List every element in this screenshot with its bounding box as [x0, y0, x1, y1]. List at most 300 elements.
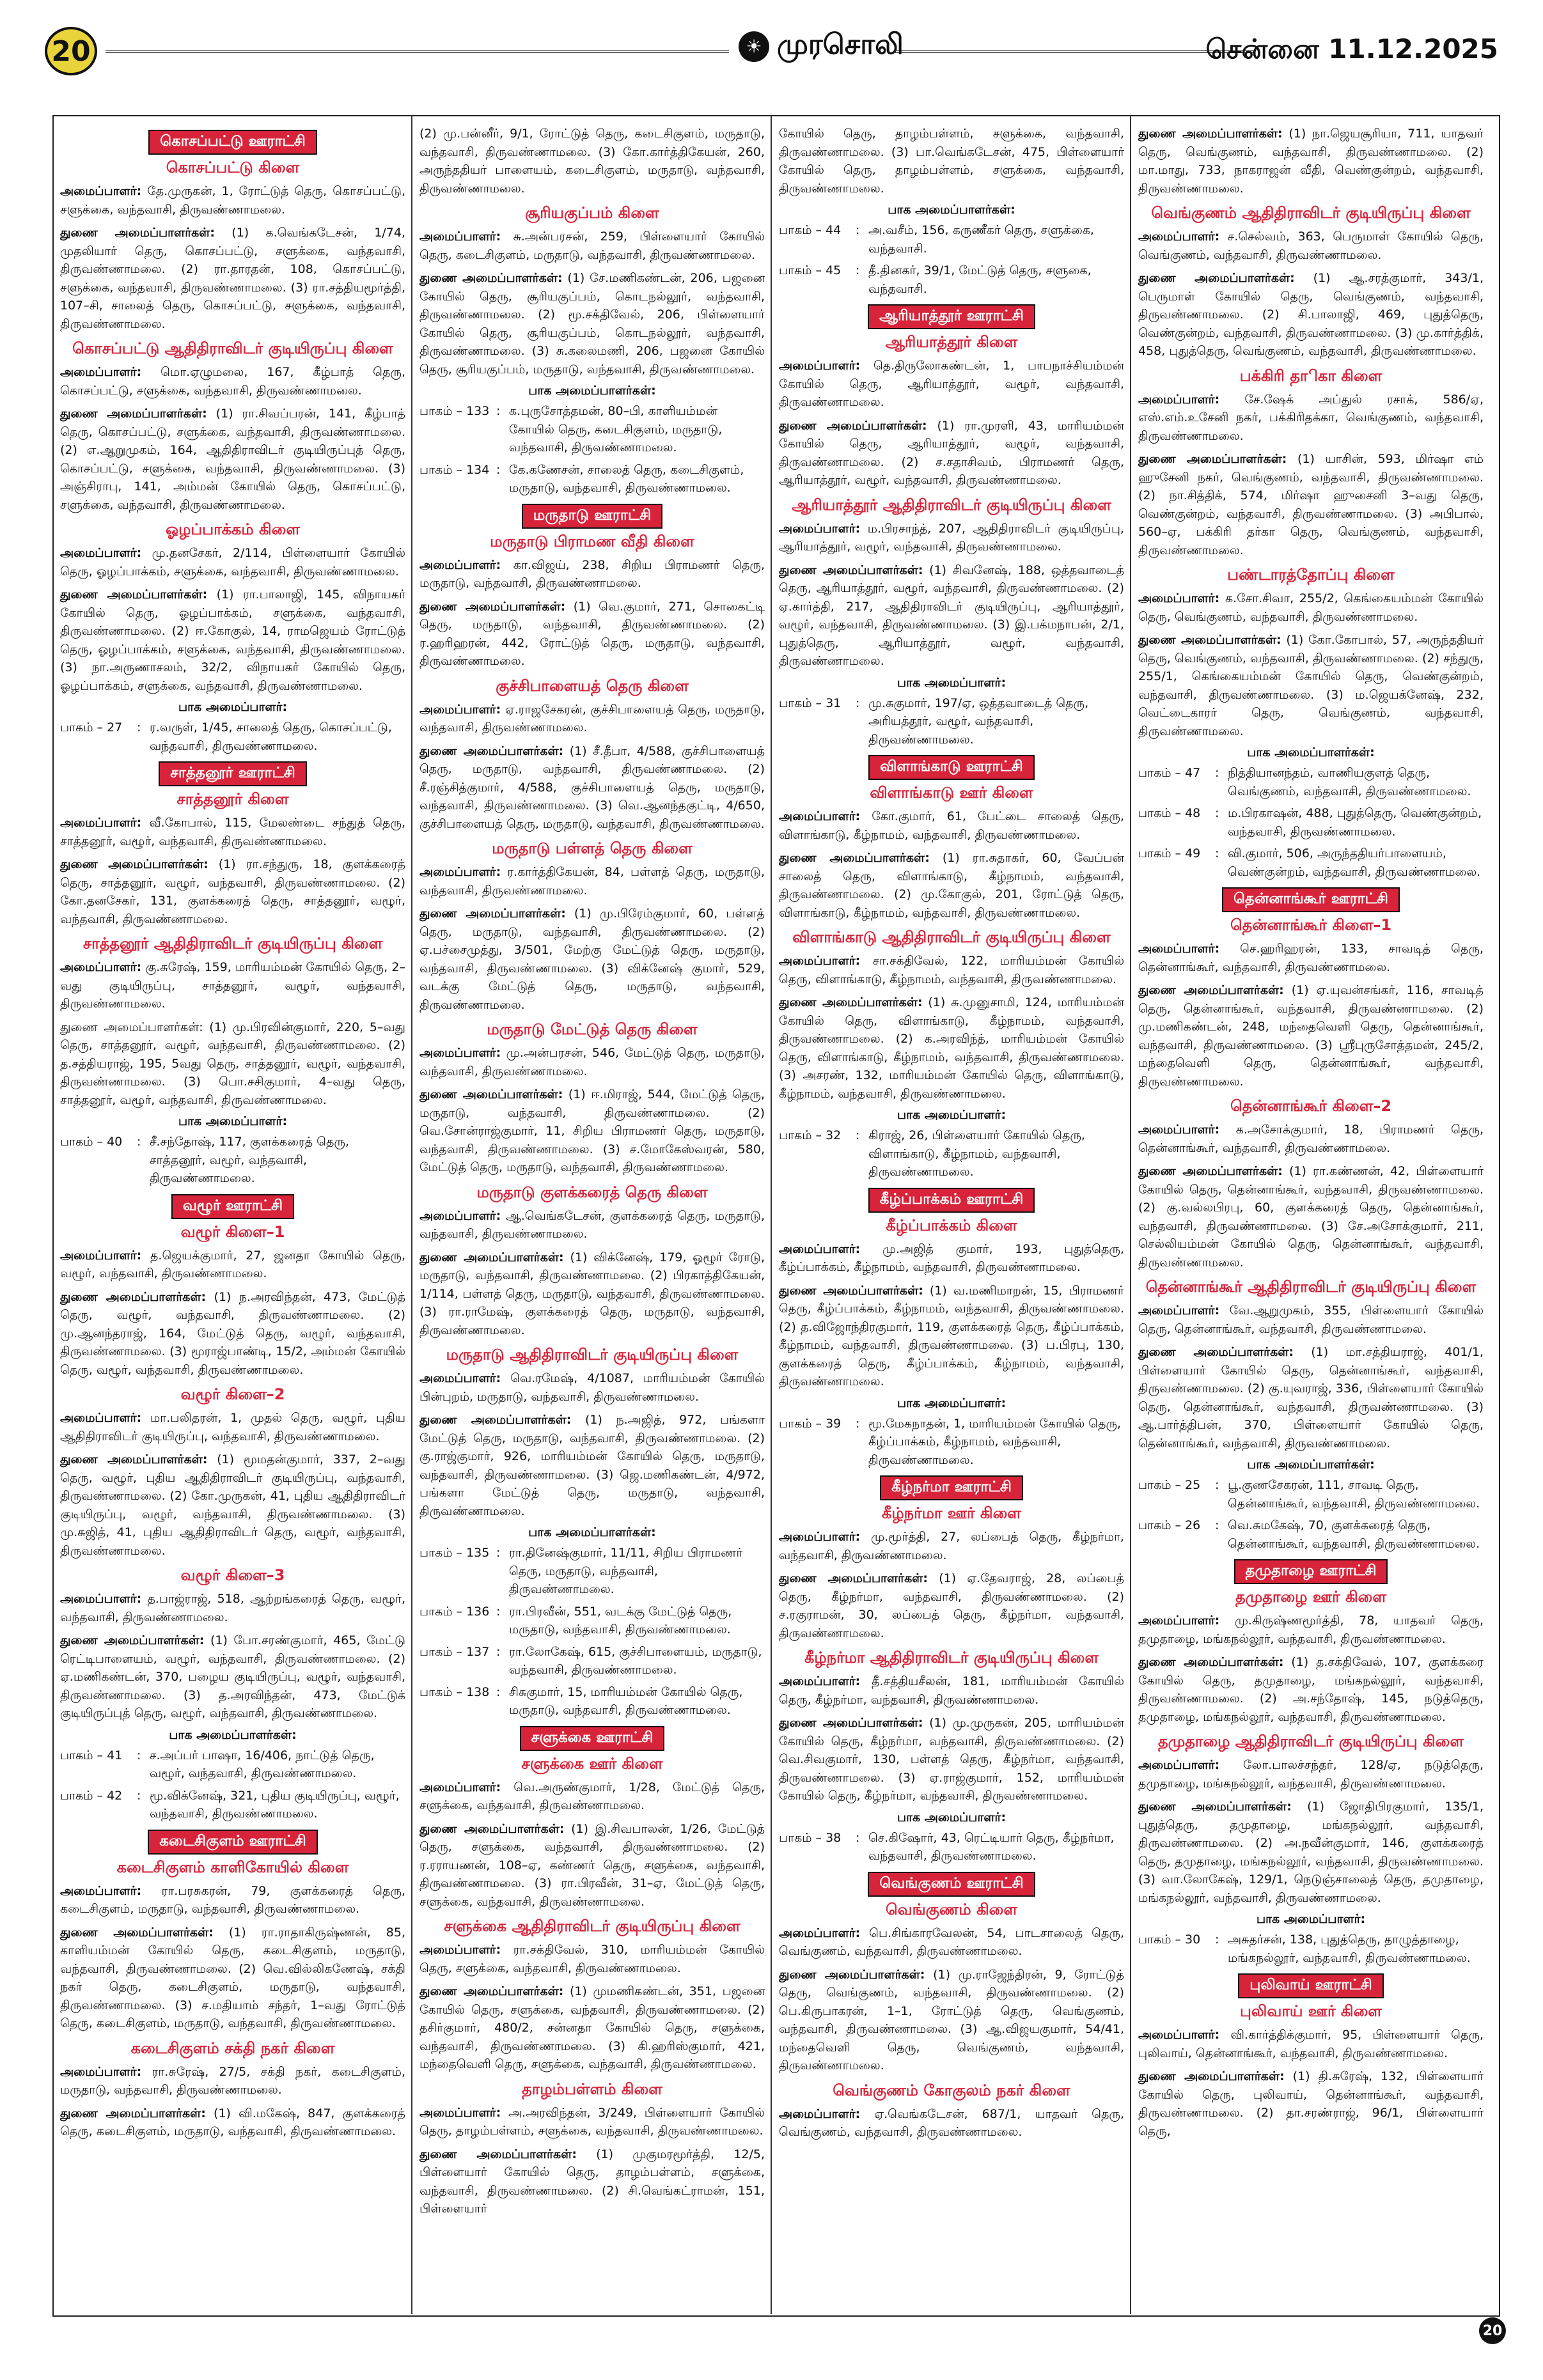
council-heading: மருதாடு ஊராட்சி	[522, 504, 663, 529]
role-label: துணை அமைப்பாளர்கள்:	[779, 563, 923, 577]
part-organisers-heading: பாக அமைப்பாளர்:	[897, 1108, 1006, 1122]
role-label: அமைப்பாளர்:	[779, 1925, 861, 1940]
part-organisers-heading: பாக அமைப்பாளர்கள்:	[1247, 1458, 1375, 1472]
member-details: தீ.சத்தியசீலன், 181, மாரியம்மன் கோயில் தெரு, கீழ்நர்மா, வந்தவாசி, திருவண்ணாமலை.	[779, 1674, 1124, 1707]
branch-heading: தென்னாங்கூர் ஆதிதிராவிடர் குடியிருப்பு கிளை	[1145, 1278, 1476, 1296]
member-entry	[779, 807, 1124, 844]
branch-section	[419, 125, 765, 198]
part-organisers-heading: பாக அமைப்பாளர்கள்:	[169, 1727, 297, 1742]
role-label: துணை அமைப்பாளர்கள்:	[779, 1716, 923, 1730]
role-label: துணை அமைப்பாளர்கள்:	[60, 1925, 214, 1940]
column-2	[419, 125, 765, 2301]
role-label: துணை அமைப்பாளர்கள்:	[419, 1413, 572, 1427]
branch-heading: மருதாடு பிராமண வீதி கிளை	[490, 532, 694, 550]
member-entry	[1138, 1756, 1484, 1793]
member-details: தே.முருகன், 1, ரோட்டுத் தெரு, கொசப்பட்டு, சளுக்கை, வந்தவாசி, திருவண்ணாமலை.	[60, 184, 405, 217]
role-label: அமைப்பாளர்:	[779, 1530, 861, 1544]
newspaper-name: முரசொலி	[777, 28, 904, 61]
part-organiser-details: நித்தியானந்தம், வாணியகுளத் தெரு, வெங்குணம், வந்தவாசி, திருவண்ணாமலை.	[1228, 766, 1471, 798]
member-details: துணை அமைப்பாளர்கள்: (1) மு.பிரவின்குமார், 220, 5–வது தெரு, சாத்தனூர், வழூர், வந்தவாசி, திருவண்ணாமலை. (2) த.சத்தியராஜ், 195, 5வது தெரு, சாத்தனூர், வழூர், வந்தவாசி, திருவண்ணாமலை. (3) பொ.சசிகுமார், 4–வது தெரு, சாத்தனூர், வழூர், வந்தவாசி, திருவண்ணாமலை.	[60, 1020, 405, 1107]
member-entry	[779, 1528, 1124, 1564]
member-details: (1) ஆ.சரத்குமார், 343/1, பெருமாள் கோயில் தெரு, வெங்குணம், வந்தவாசி, திருவண்ணாமலை. (2) சி.பாலாஜி, 469, புதுத்தெரு, வெண்குன்றம், வந்தவாசி, திருவண்ணாமலை. (3) மு.கார்த்திக், 458, புதுத்தெரு, வெங்குணம், வந்தவாசி, திருவண்ணாமலை.	[1138, 271, 1484, 358]
colon-separator: :	[496, 1684, 501, 1699]
member-entry	[419, 1044, 765, 1080]
council-heading: விளாங்காடு ஊராட்சி	[868, 755, 1035, 780]
role-label: அமைப்பாளர்:	[60, 1248, 142, 1263]
branch-section	[1138, 125, 1484, 198]
role-label: துணை அமைப்பாளர்கள்:	[419, 1821, 565, 1836]
role-label: அமைப்பாளர்:	[419, 1046, 501, 1060]
role-label: துணை அமைப்பாளர்கள்:	[1138, 452, 1287, 466]
role-label: துணை அமைப்பாளர்கள்:	[60, 587, 208, 602]
member-entry	[419, 1085, 765, 1177]
role-label: துணை அமைப்பாளர்கள்:	[1138, 633, 1281, 647]
part-organiser-details: கே.கணேசன், சாலைத் தெரு, கடைசிகுளம், மருதாடு, வந்தவாசி, திருவண்ணாமலை.	[509, 462, 744, 495]
member-details: ச.செல்வம், 363, பெருமாள் கோயில் தெரு, வெங்குணம், வந்தவாசி, திருவண்ணாமலை.	[1138, 229, 1484, 262]
branch-heading: கொசப்பட்டு ஆதிதிராவிடர் குடியிருப்பு கிளை	[72, 339, 393, 357]
role-label: துணை அமைப்பாளர்கள்:	[60, 226, 215, 240]
part-number: பாகம் – 137	[419, 1644, 490, 1659]
branch-heading: கீழ்நர்மா ஆதிதிராவிடர் குடியிருப்பு கிளை	[804, 1649, 1099, 1667]
member-entry	[1138, 1162, 1484, 1272]
branch-heading: பக்கிரி தாிகா கிளை	[1239, 366, 1382, 385]
part-organiser-details: அ.வசீம், 156, கருணீகர் தெரு, சளுக்கை, வந்தவாசி.	[868, 223, 1094, 256]
member-entry	[419, 1369, 765, 1406]
branch-heading: குச்சிபாளையத் தெரு கிளை	[496, 676, 689, 695]
part-organiser-row	[779, 221, 1124, 258]
member-entry	[779, 417, 1124, 490]
colon-separator: :	[856, 1830, 860, 1845]
member-details: ரா.சுரேஷ், 27/5, சக்தி நகர், கடைசிகுளம், மருதாடு, வந்தவாசி, திருவண்ணாமலை.	[60, 2064, 405, 2097]
role-label: அமைப்பாளர்:	[60, 184, 142, 198]
branch-heading: வெங்குணம் கோகுலம் நகர் கிளை	[833, 2081, 1070, 2099]
branch-heading: மருதாடு ஆதிதிராவிடர் குடியிருப்பு கிளை	[446, 1346, 739, 1364]
branch-heading: வழூர் கிளை–3	[180, 1566, 285, 1584]
branch-section	[779, 496, 1124, 749]
colon-separator: :	[137, 1748, 141, 1762]
role-label: அமைப்பாளர்:	[60, 365, 142, 379]
part-organiser-details: ரா.லோகேஷ், 615, குச்சிபாளையம், மருதாடு, வந்தவாசி, திருவண்ணாமலை.	[509, 1644, 762, 1677]
branch-section	[779, 1872, 1124, 2075]
member-details: சா.சக்திவேல், 122, மாரியம்மன் கோயில் தெரு, விளாங்காடு, கீழ்நாமம், வந்தவாசி, திருவண்ணாமலை.	[779, 954, 1124, 986]
member-entry	[779, 1569, 1124, 1642]
role-label: அமைப்பாளர்:	[60, 816, 142, 830]
branch-heading: வழூர் கிளை–2	[180, 1385, 285, 1403]
member-entry	[419, 2104, 765, 2140]
role-label: அமைப்பாளர்:	[1138, 1614, 1220, 1628]
member-entry	[419, 598, 765, 671]
role-label: துணை அமைப்பாளர்கள்:	[60, 2106, 206, 2120]
role-label: அமைப்பாளர்:	[419, 557, 501, 572]
member-details: (1) ந.அரவிந்தன், 473, மேட்டுத் தெரு, வழூர், வந்தவாசி, திருவண்ணாமலை. (2) மு.ஆனந்தராஜ், 164, மேட்டுத் தெரு, வழூர், வந்தவாசி, திருவண்ணாமலை. (3) மூராஜ்பாண்டி, 15/2, அம்மன் கோயில் தெரு, வழூர், வந்தவாசி, திருவண்ணாமலை.	[60, 1289, 405, 1377]
member-entry	[779, 1966, 1124, 2075]
member-entry	[60, 1288, 405, 1380]
part-organiser-details: தீ.தினகர், 39/1, மேட்டுத் தெரு, சளுகை, வந்தவாசி.	[868, 263, 1092, 296]
part-organisers-heading: பாக அமைப்பாளர்:	[1256, 1912, 1366, 1926]
part-number: பாகம் – 48	[1138, 806, 1201, 820]
member-entry	[779, 849, 1124, 922]
branch-section	[60, 339, 405, 514]
part-number: பாகம் – 135	[419, 1546, 490, 1560]
member-entry	[60, 1409, 405, 1445]
branch-section	[779, 1649, 1124, 1865]
colon-separator: :	[1215, 1478, 1219, 1492]
member-details: லோ.பாலச்சந்தர், 128/ஏ, நடுத்தெரு, தமுதாழை, மங்கநல்லூர், வந்தவாசி, திருவண்ணாமலை.	[1138, 1758, 1484, 1791]
branch-section	[60, 520, 405, 755]
part-organiser-details: சிசுகுமார், 15, மாரியம்மன் கோயில் தெரு, மருதாடு, வந்தவாசி, திருவண்ணாமலை.	[509, 1684, 743, 1717]
role-label: துணை அமைப்பாளர்கள்:	[779, 1967, 925, 1982]
part-number: பாகம் – 39	[779, 1416, 842, 1431]
role-label: அமைப்பாளர்:	[60, 1592, 142, 1606]
colon-separator: :	[856, 1416, 860, 1431]
role-label: துணை அமைப்பாளர்கள்:	[419, 271, 563, 285]
branch-heading: வழூர் கிளை–1	[180, 1222, 285, 1241]
part-organiser-row	[60, 1133, 405, 1188]
member-entry	[1138, 269, 1484, 361]
part-organiser-details: மு.சுகுமார், 197/ஏ, ஒத்தவாடைத் தெரு, அரியத்தூர், வழூர், வந்தவாசி, திருவண்ணாமலை.	[868, 696, 1089, 747]
role-label: துணை அமைப்பாளர்கள்:	[60, 407, 207, 421]
part-number: பாகம் – 44	[779, 223, 842, 237]
part-organiser-row	[1138, 1931, 1484, 1967]
member-entry	[1138, 589, 1484, 626]
role-label: துணை அமைப்பாளர்கள்:	[779, 851, 930, 865]
member-details: ரா.பரசுகரன், 79, குளக்கரைத் தெரு, கடைசிகுளம், மருதாடு, வந்தவாசி, திருவண்ணாமலை.	[60, 1883, 405, 1916]
part-organiser-details: ரா.தினேஷ்குமார், 11/11, சிறிய பிராமணர் தெரு, மருதாடு, வந்தவாசி, திருவண்ணாமலை.	[509, 1546, 743, 1596]
member-details: மு.அஜித் குமார், 193, புதுத்தெரு, கீழ்ப்பாக்கம், கீழ்நாமம், வந்தவாசி, திருவண்ணாமலை.	[779, 1241, 1124, 1274]
masthead-rule-right	[895, 51, 1253, 53]
member-details: (1) முமணிகண்டன், 351, பஜனை கோயில் தெரு, சளுக்கை, வந்தவாசி, திருவண்ணாமலை. (2) தசிர்குமார், 480/2, சன்னதா கோயில் தெரு, சளுக்கை, வந்தவாசி, திருவண்ணாமலை. (3) கி.ஹரிஸ்குமார், 421, மந்தைவெளி தெரு, சளுக்கை, வந்தவாசி, திருவண்ணாமலை.	[419, 1984, 765, 2071]
member-details: (1) ரா.சுதாகர், 60, வேப்பன் சாலைத் தெரு, விளாங்காடு, கீழ்நாமம், வந்தவாசி, திருவண்ணாமலை. (2) மு.கோகுல், 201, ரோட்டுத் தெரு, விளாங்காடு, கீழ்நாமம், வந்தவாசி, திருவண்ணாமலை.	[779, 851, 1124, 920]
part-organiser-details: ச.அப்பர் பாஷா, 16/406, நாட்டுத் தெரு, வழூர், வந்தவாசி, திருவண்ணாமலை.	[150, 1748, 375, 1780]
role-label: துணை அமைப்பாளர்கள்:	[779, 1571, 928, 1585]
member-details: (1) ஈ.மிராஜ், 544, மேட்டுத் தெரு, மருதாடு, வந்தவாசி, திருவண்ணாமலை. (2) வெ.சோன்ராஜ்குமார், 11, சிறிய பிராமணர் தெரு, மருதாடு, வந்தவாசி, திருவண்ணாமலை. (3) ச.மோகேஸ்வரன், 580, மேட்டுத் தெரு, மருதாடு, வந்தவாசி, திருவண்ணாமலை.	[419, 1087, 765, 1174]
member-entry	[419, 1778, 765, 1815]
branch-section	[419, 504, 765, 671]
member-entry	[1138, 1121, 1484, 1157]
sun-emblem-icon: ☀	[739, 31, 769, 62]
member-details: த.பாஜ்ராஜ், 518, ஆற்றங்கரைத் தெரு, வழூர், வந்தவாசி, திருவண்ணாமலை.	[60, 1592, 405, 1624]
member-entry	[419, 2145, 765, 2218]
branch-heading: தாழம்பள்ளம் கிளை	[522, 2080, 662, 2098]
branch-section	[779, 755, 1124, 922]
colon-separator: :	[856, 1128, 860, 1142]
part-number: பாகம் – 47	[1138, 766, 1201, 780]
branch-section	[1138, 1973, 1484, 2140]
part-number: பாகம் – 40	[60, 1135, 123, 1149]
member-details: கோ.குமார், 61, பேட்டை சாலைத் தெரு, விளாங்காடு, கீழ்நாமம், வந்தவாசி, திருவண்ணாமலை.	[779, 809, 1124, 842]
member-entry	[779, 1924, 1124, 1961]
part-organiser-row	[419, 461, 765, 497]
part-organisers-heading: பாக அமைப்பாளர்:	[178, 700, 288, 714]
role-label: துணை அமைப்பாளர்கள்:	[419, 599, 566, 614]
part-organiser-details: அசுதர்சன், 138, புதுத்தெரு, தாழுத்தாழை, மங்கநல்லூர், வந்தவாசி, திருவண்ணாமலை.	[1228, 1933, 1471, 1965]
member-details: (1) ரா.சந்துரு, 18, குளக்கரைத் தெரு, சாத்தனூர், வழூர், வந்தவாசி, திருவண்ணாமலை. (2) கோ.தனசேகர், 131, குளக்கரைத் தெரு, சாத்தனூர், வழூர், வந்தவாசி, திருவண்ணாமலை.	[60, 857, 405, 926]
member-entry	[60, 1451, 405, 1560]
member-entry	[779, 520, 1124, 556]
member-details: (1) த.சக்திவேல், 107, குளக்கரை கோயில் தெரு, தமுதாழை, மங்கநல்லூர், வந்தவாசி, திருவண்ணாமலை. (2) அ.சந்தோஷ், 145, நடுத்தெரு, தமுதாழை, மங்கநல்லூர், வந்தவாசி, திருவண்ணாமலை.	[1138, 1655, 1484, 1724]
member-entry	[60, 544, 405, 580]
role-label: அமைப்பாளர்:	[419, 1371, 501, 1385]
colon-separator: :	[496, 1604, 501, 1619]
column-3	[779, 125, 1124, 2301]
branch-section	[1138, 887, 1484, 1091]
role-label: அமைப்பாளர்:	[779, 1674, 861, 1688]
role-label: அமைப்பாளர்:	[60, 960, 142, 974]
branch-section	[60, 935, 405, 1188]
colon-separator: :	[137, 720, 141, 735]
branch-section	[779, 125, 1124, 298]
member-entry	[1138, 981, 1484, 1091]
member-entry	[60, 1590, 405, 1626]
role-label: அமைப்பாளர்:	[1138, 229, 1220, 244]
part-organiser-row	[779, 694, 1124, 749]
branch-heading: கீழ்ப்பாக்கம் கிளை	[886, 1216, 1017, 1234]
member-entry	[1138, 631, 1484, 740]
column-divider	[771, 115, 772, 2314]
member-details: (1) ஏ.யுவன்சங்கர், 116, சாவடித் தெரு, தென்னாங்கூர், வந்தவாசி, திருவண்ணாமலை. (2) மு.மணிகண்டன், 248, மந்தைவெளி தெரு, தென்னாங்கூர், வந்தவாசி, திருவண்ணாமலை. (3) ஸ்ரீபுருசோத்தமன், 245/2, மந்தைவெளி தெரு, தென்னாங்கூர், வந்தவாசி, திருவண்ணாமலை.	[1138, 983, 1484, 1089]
member-entry	[779, 1672, 1124, 1709]
part-organisers-heading: பாக அமைப்பாளர்கள்:	[1247, 745, 1375, 759]
branch-heading: தென்னாங்கூர் கிளை–1	[1230, 916, 1392, 934]
part-number: பாகம் – 25	[1138, 1478, 1201, 1492]
part-organiser-row	[419, 1544, 765, 1599]
member-entry	[419, 863, 765, 899]
member-details: (1) மு.முருகன், 205, மாரியம்மன் கோயில் தெரு, கீழ்நர்மா, வந்தவாசி, திருவண்ணாமலை. (2) வெ.சிவகுமார், 130, பள்ளத் தெரு, கீழ்நர்மா, வந்தவாசி, திருவண்ணாமலை. (3) ஏ.ராஜ்குமார், 152, மாரியம்மன் கோயில் தெரு, கீழ்நர்மா, வந்தவாசி, திருவண்ணாமலை.	[779, 1716, 1124, 1803]
member-details: ஏ.ராஜசேகரன், குச்சிபாளையத் தெரு, மருதாடு, வந்தவாசி, திருவண்ணாமலை.	[419, 702, 765, 735]
page-number-badge: 20	[45, 27, 97, 75]
member-entry	[419, 1941, 765, 1977]
role-label: அமைப்பாளர்:	[419, 865, 501, 879]
member-details: (1) மு.பிரேம்குமார், 60, பள்ளத் தெரு, மருதாடு, வந்தவாசி, திருவண்ணாமலை. (2) ஏ.பச்சைமுத்து, 3/501, மேற்கு மேட்டுத் தெரு, மருதாடு, வந்தவாசி, திருவண்ணாமலை. (3) விக்னேஷ் குமார், 529, வடக்கு மேட்டுத் தெரு, மருதாடு, வந்தவாசி, திருவண்ணாமலை.	[419, 906, 765, 1012]
branch-heading: ஆரியாத்தூர் ஆதிதிராவிடர் குடியிருப்பு கிளை	[792, 495, 1111, 514]
role-label: துணை அமைப்பாளர்கள்:	[419, 743, 564, 758]
member-entry	[60, 1882, 405, 1918]
branch-heading: ஓழப்பாக்கம் கிளை	[165, 520, 301, 538]
column-divider	[1130, 115, 1131, 2314]
branch-heading: மருதாடு மேட்டுத் தெரு கிளை	[487, 1020, 698, 1038]
part-organiser-details: மூ.விக்னேஷ், 321, புதிய குடியிருப்பு, வழூர், வந்தவாசி, திருவண்ணாமலை.	[150, 1788, 400, 1821]
member-entry	[419, 1982, 765, 2074]
member-details: (1) மு.ராஜேந்திரன், 9, ரோட்டுத் தெரு, வெங்குணம், வந்தவாசி, திருவண்ணாமலை. (2) பெ.கிருபாகரன், 1–1, ரோட்டுத் தெரு, வெங்குணம், வந்தவாசி, திருவண்ணாமலை. (3) ஆ.விஜயகுமார், 54/41, மந்தைவெளி தெரு, வெங்குணம், வந்தவாசி, திருவண்ணாமலை.	[779, 1967, 1124, 2073]
member-entry	[779, 993, 1124, 1103]
part-number: பாகம் – 26	[1138, 1518, 1201, 1532]
branch-heading: தென்னாங்கூர் கிளை–2	[1230, 1097, 1392, 1115]
member-entry	[60, 1924, 405, 2033]
part-organisers-heading: பாக அமைப்பாளர்:	[178, 1114, 288, 1128]
member-details: (1) யாசின், 593, மிர்ஷா எம் ஹுசேனி நகர், வெங்குணம், வந்தவாசி, திருவண்ணாமலை. (2) நா.சித்திக், 574, மிர்ஷா ஹுசைனி 3–வது தெரு, வெண்குன்றம், வந்தவாசி, திருவண்ணாமலை. (3) அபிபால், 560–ஏ, பக்கிரி தர்கா தெரு, வெங்குணம், வந்தவாசி, திருவண்ணாமலை.	[1138, 452, 1484, 557]
role-label: துணை அமைப்பாளர்கள்:	[419, 1250, 564, 1264]
part-organiser-details: ர.வருள், 1/45, சாலைத் தெரு, கொசப்பட்டு, வந்தவாசி, திருவண்ணாமலை.	[150, 720, 392, 753]
role-label: துணை அமைப்பாளர்கள்:	[1138, 271, 1295, 285]
role-label: அமைப்பாளர்:	[1138, 591, 1220, 605]
branch-heading: ஆரியாத்தூர் கிளை	[885, 333, 1018, 351]
branch-section	[60, 1566, 405, 1823]
part-organisers-heading: பாக அமைப்பாளர்கள்:	[528, 1525, 656, 1539]
member-details: க.அசோக்குமார், 18, பிராமணர் தெரு, தென்னாங்கூர், வந்தவாசி, திருவண்ணாமலை.	[1138, 1123, 1484, 1155]
part-number: பாகம் – 133	[419, 404, 490, 418]
member-details: சு.அன்பரசன், 259, பிள்ளையார் கோயில் தெரு, கடைசிகுளம், மருதாடு, வந்தவாசி, திருவண்ணாமலை.	[419, 229, 765, 262]
role-label: அமைப்பாளர்:	[419, 1780, 501, 1794]
role-label: துணை அமைப்பாளர்கள்:	[60, 857, 208, 871]
colon-separator: :	[496, 462, 501, 477]
branch-section	[60, 130, 405, 333]
member-entry	[1138, 1302, 1484, 1338]
part-organiser-row	[60, 1787, 405, 1823]
part-organiser-details: பூ.குணசேகரன், 111, சாவடி தெரு, தென்னாங்கூர், வந்தவாசி, திருவண்ணாமலை.	[1228, 1478, 1480, 1511]
part-organiser-row	[779, 1829, 1124, 1865]
masthead-rule-left	[106, 51, 729, 53]
member-entry	[1138, 2067, 1484, 2140]
member-entry	[779, 1282, 1124, 1391]
branch-section	[60, 2039, 405, 2141]
role-label: துணை அமைப்பாளர்கள்:	[779, 1283, 923, 1298]
council-heading: புலிவாய் ஊராட்சி	[1238, 1973, 1383, 1998]
role-label: அமைப்பாளர்:	[779, 2106, 861, 2121]
column-1	[60, 125, 405, 2301]
member-details: த.ஜெயக்குமார், 27, ஜனதா கோயில் தெரு, வழூர், வந்தவாசி, திருவண்ணாமலை.	[60, 1248, 405, 1280]
part-organisers-heading: பாக அமைப்பாளர்கள்:	[528, 384, 656, 398]
member-entry	[419, 742, 765, 834]
member-details: (2) மு.பன்னீர், 9/1, ரோட்டுத் தெரு, கடைசிகுளம், மருதாடு, வந்தவாசி, திருவண்ணாமலை. (3) கோ.கார்த்திகேயன், 260, அருந்ததியர் பாளையம், கடைசிகுளம், மருதாடு, வந்தவாசி, திருவண்ணாமலை.	[419, 127, 765, 196]
branch-heading: மருதாடு பள்ளத் தெரு கிளை	[492, 839, 693, 857]
branch-section	[779, 928, 1124, 1181]
newspaper-logo	[739, 28, 904, 65]
role-label: துணை அமைப்பாளர்கள்:	[1138, 1164, 1283, 1178]
role-label: துணை அமைப்பாளர்கள்:	[1138, 1800, 1292, 1814]
dateline: சென்னை 11.12.2025	[1205, 33, 1498, 65]
member-entry	[1138, 1612, 1484, 1648]
part-organiser-details: செ.கிஷோர், 43, ரெட்டியார் தெரு, கீழ்நர்மா, வந்தவாசி, திருவண்ணாமலை.	[868, 1830, 1115, 1863]
part-organisers-heading: பாக அமைப்பாளர்:	[897, 1810, 1006, 1824]
member-details: மு.தனசேகர், 2/114, பிள்ளையார் கோயில் தெரு, ஓழப்பாக்கம், சளுக்கை, வந்தவாசி, திருவண்ணாமலை.	[60, 546, 405, 579]
member-details: (1) க.வெங்கடேசன், 1/74, முதலியார் தெரு, கொசப்பட்டு, சளுக்கை, வந்தவாசி, திருவண்ணாமலை. (2) ரா.தாரதன், 108, கொசப்பட்டு, சளுக்கை, வந்தவாசி, திருவண்ணாமலை. (3) ரா.சத்தியமூர்த்தி, 107–சி, சாலைத் தெரு, கொசப்பட்டு, சளுக்கை, வந்தவாசி, திருவண்ணாமலை.	[60, 226, 405, 331]
member-details: தெ.திருலோகண்டன், 1, பாபநாச்சியம்மன் கோயில் தெரு, ஆரியாத்தூர், வழூர், வந்தவாசி, திருவண்ணாமலை.	[779, 359, 1124, 409]
part-number: பாகம் – 41	[60, 1748, 123, 1762]
member-entry	[1138, 940, 1484, 976]
branch-section	[419, 1183, 765, 1340]
branch-section	[779, 1188, 1124, 1470]
part-organiser-row	[1138, 844, 1484, 881]
member-entry	[60, 363, 405, 400]
part-number: பாகம் – 49	[1138, 846, 1201, 860]
member-entry	[419, 269, 765, 378]
part-organiser-details: வி.குமார், 506, அருந்ததியர்பாளையம், வெண்குன்றம், வந்தவாசி, திருவண்ணாமலை.	[1228, 846, 1481, 879]
branch-section	[779, 2081, 1124, 2142]
colon-separator: :	[1215, 1933, 1219, 1947]
member-entry	[60, 405, 405, 514]
branch-heading: கடைசிகுளம் சக்தி நகர் கிளை	[130, 2039, 335, 2057]
member-details: க.சோ.சிவா, 255/2, கெங்கையம்மன் கோயில் தெரு, வெங்குணம், வந்தவாசி, திருவண்ணாமலை.	[1138, 591, 1484, 624]
member-entry	[60, 2104, 405, 2141]
branch-heading: சளுக்கை ஆதிதிராவிடர் குடியிருப்பு கிளை	[444, 1917, 740, 1935]
member-details: (1) இ.சிவபாலன், 1/26, மேட்டுத் தெரு, சளுக்கை, வந்தவாசி, திருவண்ணாமலை. (2) ர.ரராயணன், 108–ஏ, கண்ணர் தெரு, சளுக்கை, வந்தவாசி, திருவண்ணாமலை. (3) ரா.பிரவீன், 31–ஏ, மேட்டுத் தெரு, சளுக்கை, வந்தவாசி, திருவண்ணாமலை.	[419, 1821, 765, 1909]
branch-heading: தமுதாழை ஊர் கிளை	[1235, 1588, 1386, 1606]
part-organiser-row	[60, 1746, 405, 1783]
member-entry	[60, 586, 405, 695]
member-entry	[419, 701, 765, 737]
role-label: அமைப்பாளர்:	[1138, 1123, 1220, 1137]
member-entry	[60, 1631, 405, 1723]
branch-heading: சாத்தனூர் கிளை	[176, 790, 289, 808]
part-number: பாகம் – 45	[779, 263, 842, 277]
member-details: (1) சிவனேஷ், 188, ஒத்தவாடைத் தெரு, ஆரியாத்தூர், வழூர், வந்தவாசி, திருவண்ணாமலை. (2) ஏ.கார்த்தி, 217, ஆதிதிராவிடர் குடியிருப்பு, ஆரியாத்தூர், வழூர், வந்தவாசி, திருவண்ணாமலை. (3) இ.பக்மநாபன், 2/1, புதுத்தெரு, ஆரியாத்தூர், வழூர், வந்தவாசி, திருவண்ணாமலை.	[779, 563, 1124, 668]
member-details: ம.பிரசாந்த், 207, ஆதிதிராவிடர் குடியிருப்பு, ஆரியாத்தூர், வழூர், வந்தவாசி, திருவண்ணாமலை.	[779, 521, 1124, 554]
member-entry	[419, 905, 765, 1014]
member-entry	[779, 1240, 1124, 1277]
member-details: ரா.சக்திவேல், 310, மாரியம்மன் கோயில் தெரு, சளுக்கை, வந்தவாசி, திருவண்ணாமலை.	[419, 1943, 765, 1975]
member-details: வி.கார்த்திக்குமார், 95, பிள்ளையார் தெரு, புலிவாய், தென்னாங்கூர், வந்தவாசி, திருவண்ணாமலை.	[1138, 2028, 1484, 2060]
role-label: அமைப்பாளர்:	[419, 2105, 501, 2120]
branch-heading: கீழ்நர்மா ஊர் கிளை	[882, 1504, 1021, 1522]
part-organiser-row	[1138, 764, 1484, 800]
branch-heading: தமுதாழை ஆதிதிராவிடர் குடியிருப்பு கிளை	[1157, 1732, 1464, 1750]
member-entry	[419, 556, 765, 593]
branch-heading: பண்டாரத்தோப்பு கிளை	[1227, 566, 1395, 584]
role-label: அமைப்பாளர்:	[779, 1241, 861, 1256]
masthead	[45, 24, 1498, 78]
member-details: ஆ.வெங்கடேசன், குளக்கரைத் தெரு, மருதாடு, வந்தவாசி, திருவண்ணாமலை.	[419, 1208, 765, 1241]
branch-heading: சூரியகுப்பம் கிளை	[525, 204, 659, 222]
role-label: அமைப்பாளர்:	[1138, 2028, 1220, 2042]
part-organiser-details: ரா.பிரவீன், 551, வடக்கு மேட்டுத் தெரு, மருதாடு, வந்தவாசி, திருவண்ணாமலை.	[509, 1604, 732, 1637]
member-details: வீ.கோபால், 115, மேலண்டை சந்துத் தெரு, சாத்தனூர், வழூர், வந்தவாசி, திருவண்ணாமலை.	[60, 816, 405, 848]
part-organiser-details: க.புருசோத்தமன், 80–பி, காளியம்மன் கோயில் தெரு, கடைசிகுளம், மருதாடு, வந்தவாசி, திருவண்ணாமலை.	[509, 404, 723, 455]
council-heading: தென்னாங்கூர் ஊராட்சி	[1222, 887, 1400, 912]
member-details: வே.ஆறுமுகம், 355, பிள்ளையார் கோயில் தெரு, தென்னாங்கூர், வந்தவாசி, திருவண்ணாமலை.	[1138, 1303, 1484, 1336]
member-entry	[779, 2105, 1124, 2142]
member-entry	[419, 1411, 765, 1520]
member-details: மு.மூர்த்தி, 27, லப்பைத் தெரு, கீழ்நர்மா, வந்தவாசி, திருவண்ணாமலை.	[779, 1530, 1124, 1562]
role-label: துணை அமைப்பாளர்கள்:	[1138, 1655, 1284, 1669]
member-details: மு.அன்பரசன், 546, மேட்டுத் தெரு, மருதாடு, வந்தவாசி, திருவண்ணாமலை.	[419, 1046, 765, 1078]
part-organiser-details: மூ.மேகநாதன், 1, மாரியம்மன் கோயில் தெரு, கீழ்ப்பாக்கம், கீழ்நாமம், வந்தவாசி, திருவண்ணாமலை.	[868, 1416, 1122, 1467]
column-4	[1138, 125, 1484, 2301]
part-organisers-heading: பாக அமைப்பாளர்:	[897, 675, 1006, 690]
member-entry	[60, 224, 405, 333]
member-details: (1) ஜோதிபிரகுமார், 135/1, புதுத்தெரு, தமுதாழை, மங்கநல்லூர், வந்தவாசி, திருவண்ணாமலை. (2) அ.நவீன்குமார், 146, குளக்கரைத் தெரு, தமுதாழை, மங்கநல்லூர், வந்தவாசி, திருவண்ணாமலை. (3) வா.லோகேஷ், 129/1, நெடுஞ்சாலைத் தெரு, தமுதாழை, மங்கநல்லூர், வந்தவாசி, திருவண்ணாமலை.	[1138, 1800, 1484, 1905]
branch-section	[419, 204, 765, 497]
council-heading: வழூர் ஊராட்சி	[171, 1194, 294, 1219]
colon-separator: :	[1215, 766, 1219, 780]
branch-section	[419, 1917, 765, 2074]
council-heading: சாத்தனூர் ஊராட்சி	[159, 761, 307, 786]
member-entry	[60, 814, 405, 850]
branch-section	[419, 2080, 765, 2218]
branch-section	[60, 1830, 405, 2033]
branch-section	[1138, 1097, 1484, 1272]
branch-section	[419, 1346, 765, 1720]
branch-heading: புலிவாய் ஊர் கிளை	[1240, 2002, 1382, 2020]
member-entry	[60, 958, 405, 1013]
member-details: (1) போ.சரண்குமார், 465, மேட்டு ரெட்டிபாளையம், வழூர், வந்தவாசி, திருவண்ணாமலை. (2) ஏ.மணிகண்டன், 370, பழைய குடியிருப்பு, வழூர், வந்தவாசி, திருவண்ணாமலை. (3) த.அரவிந்தன், 473, மேட்டுக் குடியிருப்புத் தெரு, வழூர், வந்தவாசி, திருவண்ணாமலை.	[60, 1633, 405, 1720]
role-label: அமைப்பாளர்:	[779, 521, 861, 536]
member-details: (1) சே.மணிகண்டன், 206, பஜனை கோயில் தெரு, சூரியகுப்பம், கொடநல்லூர், வந்தவாசி, திருவண்ணாமலை. (2) மூ.சக்திவேல், 206, பிள்ளையார் கோயில் தெரு, சூரியகுப்பம், கொடநல்லூர், வந்தவாசி, திருவண்ணாமலை. (3) சு.கலைமணி, 206, பஜனை கோயில் தெரு, சூரியகுப்பம், மருதாடு, வந்தவாசி, திருவண்ணாமலை.	[419, 271, 765, 377]
member-details: (1) ரா.முரளி, 43, மாரியம்மன் கோயில் தெரு, ஆரியாத்தூர், வழூர், வந்தவாசி, திருவண்ணாமலை. (2) ச.சதாசிவம், பிராமணர் தெரு, ஆரியாத்தூர், வழூர், வந்தவாசி, திருவண்ணாமலை.	[779, 418, 1124, 487]
part-number: பாகம் – 42	[60, 1788, 123, 1803]
member-details: கா.விஜய், 238, சிறிய பிராமணர் தெரு, மருதாடு, வந்தவாசி, திருவண்ணாமலை.	[419, 557, 765, 590]
branch-heading: மருதாடு குளக்கரைத் தெரு கிளை	[476, 1183, 708, 1201]
part-organiser-details: ம.பிரகாஷன், 488, புதுத்தெரு, வெண்குன்றம், வந்தவாசி, திருவண்ணாமலை.	[1228, 806, 1482, 839]
colon-separator: :	[856, 696, 860, 710]
council-heading: கடைசிகுளம் ஊராட்சி	[148, 1830, 318, 1855]
member-details: மா.பலிதரன், 1, முதல் தெரு, வழூர், புதிய ஆதிதிராவிடர் குடியிருப்பு, வந்தவாசி, திருவண்ணாமலை.	[60, 1411, 405, 1443]
member-entry	[779, 952, 1124, 988]
role-label: துணை அமைப்பாளர்கள்:	[779, 995, 923, 1009]
member-entry	[419, 228, 765, 264]
part-organiser-row	[419, 1643, 765, 1679]
part-organiser-details: சீ.சந்தோஷ், 117, குளக்கரைத் தெரு, சாத்தனூர், வழூர், வந்தவாசி, திருவண்ணாமலை.	[150, 1135, 349, 1185]
part-number: பாகம் – 38	[779, 1830, 842, 1845]
